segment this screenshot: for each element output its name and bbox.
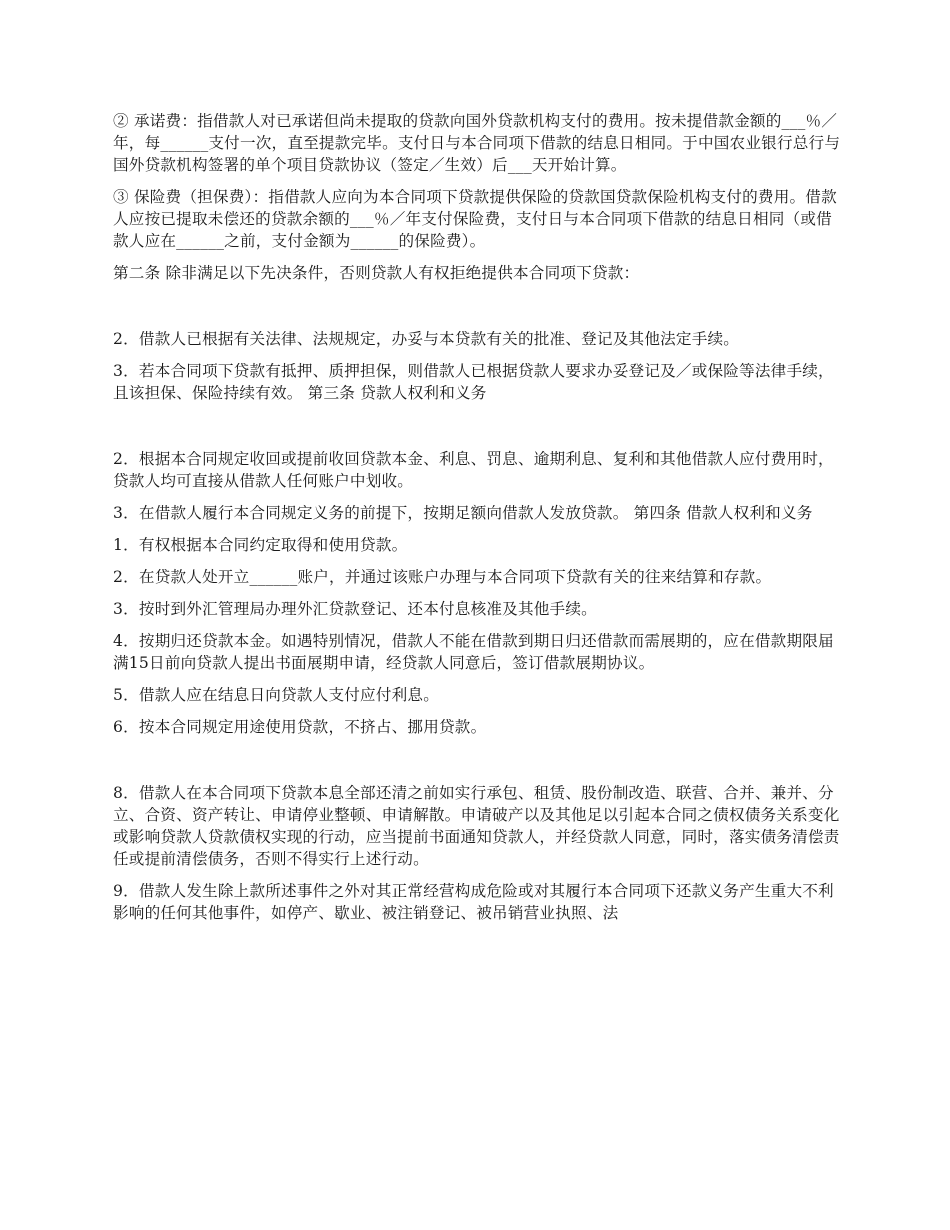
paragraph-spacer [113, 748, 843, 782]
paragraph-article-4-item-2: 2．在贷款人处开立______账户，并通过该账户办理与本合同项下贷款有关的往来结算和存款。 [113, 568, 772, 586]
paragraph-spacer [113, 414, 843, 448]
paragraph-article-3-item-2: 2．根据本合同规定收回或提前收回贷款本金、利息、罚息、逾期利息、复利和其他借款人应付费用时，贷款人均可直接从借款人任何账户中划收。 [113, 450, 834, 490]
paragraph-article-4-item-3: 3．按时到外汇管理局办理外汇贷款登记、还本付息核准及其他手续。 [113, 600, 597, 618]
paragraph-article-3-item-3: 3．在借款人履行本合同规定义务的前提下，按期足额向借款人发放贷款。 第四条 借款人权利和义务 [113, 504, 813, 522]
paragraph-commitment-fee: ② 承诺费：指借款人对已承诺但尚未提取的贷款向国外贷款机构支付的费用。按未提借款金额的___％／年，每______支付一次，直至提款完毕。支付日与本合同项下借款的结息日相同。于中国农业银行总行与国外贷款机构签署的单个项目贷款协议（签定／生效）后___天开始计算。 [113, 112, 841, 174]
paragraph-spacer [113, 294, 843, 328]
paragraph-article-4-item-5: 5．借款人应在结息日向贷款人支付应付利息。 [113, 686, 439, 704]
paragraph-insurance-fee: ③ 保险费（担保费）：指借款人应向为本合同项下贷款提供保险的贷款国贷款保险机构支付的费用。借款人应按已提取未偿还的贷款余额的___％／年支付保险费，支付日与本合同项下借款的结息日相同（或借款人应在______之前，支付金额为______的保险费）。 [113, 188, 837, 250]
paragraph-article-2-item-3: 3．若本合同项下贷款有抵押、质押担保，则借款人已根据贷款人要求办妥登记及／或保险等法律手续，且该担保、保险持续有效。 第三条 贷款人权利和义务 [113, 362, 834, 402]
paragraph-article-4-item-6: 6．按本合同规定用途使用贷款，不挤占、挪用贷款。 [113, 718, 487, 736]
paragraph-article-4-item-4: 4．按期归还贷款本金。如遇特别情况，借款人不能在借款到期日归还借款而需展期的，应在借款期限届满15日前向贷款人提出书面展期申请，经贷款人同意后，签订借款展期协议。 [113, 632, 834, 672]
paragraph-article-2-heading: 第二条 除非满足以下先决条件，否则贷款人有权拒绝提供本合同项下贷款： [113, 264, 640, 282]
document-body [113, 110, 843, 934]
paragraph-article-2-item-2: 2．借款人已根据有关法律、法规规定，办妥与本贷款有关的批准、登记及其他法定手续。 [113, 330, 740, 348]
paragraph-article-4-item-1: 1．有权根据本合同约定取得和使用贷款。 [113, 536, 408, 554]
paragraph-article-4-item-8: 8．借款人在本合同项下贷款本息全部还清之前如实行承包、租赁、股份制改造、联营、合并、兼并、分立、合资、资产转让、申请停业整顿、申请解散。申请破产以及其他足以引起本合同之债权债务关系变化或影响贷款人贷款债权实现的行动，应当提前书面通知贷款人，并经贷款人同意，同时，落实债务清偿责任或提前清偿债务，否则不得实行上述行动。 [113, 784, 840, 868]
paragraph-article-4-item-9: 9．借款人发生除上款所述事件之外对其正常经营构成危险或对其履行本合同项下还款义务产生重大不利影响的任何其他事件，如停产、歇业、被注销登记、被吊销营业执照、法 [113, 882, 834, 922]
